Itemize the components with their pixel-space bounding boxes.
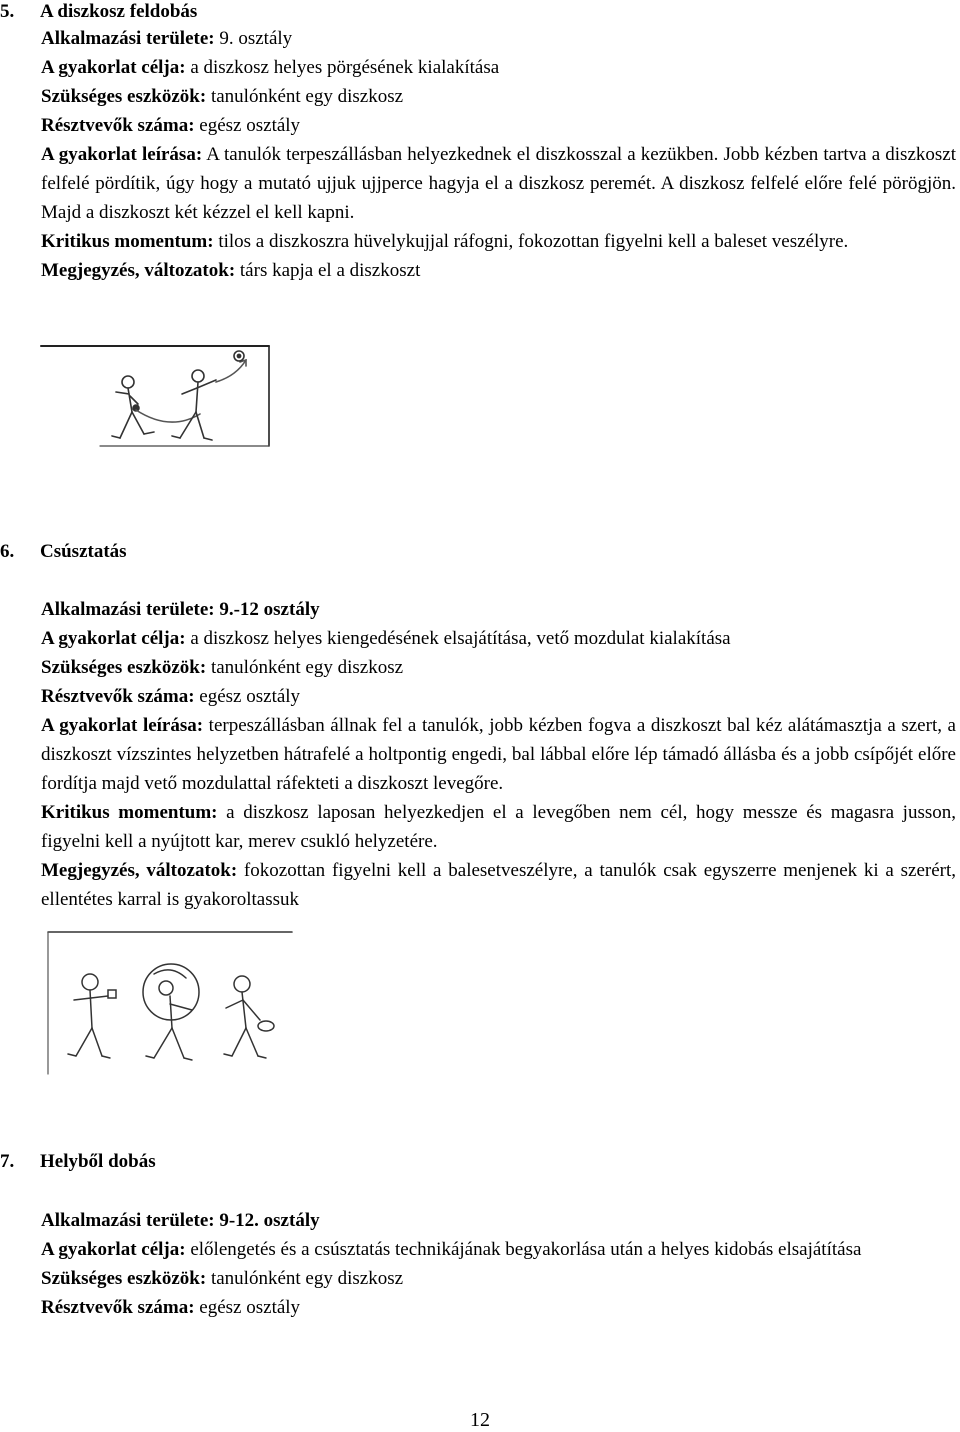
field-application-area: Alkalmazási területe: 9.-12 osztály bbox=[41, 599, 320, 620]
field-goal: A gyakorlat célja: előlengetés és a csúsztatás technikájának begyakorlása után a helyes kidobás elsajátítása bbox=[41, 1239, 862, 1260]
section-body-7 bbox=[41, 1206, 956, 1322]
section-number: 5. bbox=[0, 1, 15, 22]
discus-toss-catch-sketch-icon bbox=[40, 342, 272, 450]
field-participants: Résztvevők száma: egész osztály bbox=[41, 1297, 301, 1318]
field-participants: Résztvevők száma: egész osztály bbox=[41, 115, 301, 136]
section-heading-6 bbox=[0, 540, 127, 564]
section-title: Helyből dobás bbox=[40, 1151, 156, 1172]
section-body-5 bbox=[41, 24, 956, 285]
field-notes: Megjegyzés, változatok: fokozottan figyelni kell a balesetveszélyre, a tanulók csak egyszerre menjenek ki a szerért, ellentétes karral is gyakoroltassuk bbox=[41, 860, 956, 910]
field-application-area: Alkalmazási területe: 9. osztály bbox=[41, 28, 293, 49]
discus-release-sketch-icon bbox=[46, 928, 296, 1078]
field-participants: Résztvevők száma: egész osztály bbox=[41, 686, 301, 707]
field-equipment: Szükséges eszközök: tanulónként egy diszkosz bbox=[41, 86, 404, 107]
field-notes: Megjegyzés, változatok: társ kapja el a diszkoszt bbox=[41, 260, 421, 281]
field-goal: A gyakorlat célja: a diszkosz helyes kiengedésének elsajátítása, vető mozdulat kialakítása bbox=[41, 628, 731, 649]
section-number: 6. bbox=[0, 541, 15, 562]
section-heading-7 bbox=[0, 1150, 156, 1174]
field-critical-moment: Kritikus momentum: a diszkosz laposan helyezkedjen el a levegőben nem cél, hogy messze és magasra jusson, figyelni kell a nyújtott kar, merev csukló helyzetére. bbox=[41, 802, 956, 852]
section-heading-5 bbox=[0, 0, 197, 24]
section-title: Csúsztatás bbox=[40, 541, 127, 562]
field-equipment: Szükséges eszközök: tanulónként egy diszkosz bbox=[41, 1268, 404, 1289]
section-body-6 bbox=[41, 595, 956, 914]
section-number: 7. bbox=[0, 1151, 15, 1172]
field-application-area: Alkalmazási területe: 9-12. osztály bbox=[41, 1210, 320, 1231]
field-description: A gyakorlat leírása: terpeszállásban állnak fel a tanulók, jobb kézben fogva a diszkoszt bal kéz alátámasztja a szert, a diszkoszt vízszintes helyzetben hátrafelé a holtpontig engedi, bal lábbal előre lép támadó állásba és a jobb csípőjét előre fordítja majd vető mozdulattal ráfekteti a diszkoszt levegőre. bbox=[41, 715, 956, 794]
page-number: 12 bbox=[470, 1409, 490, 1431]
field-goal: A gyakorlat célja: a diszkosz helyes pörgésének kialakítása bbox=[41, 57, 500, 78]
field-equipment: Szükséges eszközök: tanulónként egy diszkosz bbox=[41, 657, 404, 678]
field-description: A gyakorlat leírása: A tanulók terpeszállásban helyezkednek el diszkosszal a kezükben. Jobb kézben tartva a diszkoszt felfelé pördítik, úgy hogy a mutató ujjuk ujjperce hagyja el a diszkosz peremét. A diszkosz felfelé előre felé pörögjön. Majd a diszkoszt két kézzel el kell kapni. bbox=[41, 144, 956, 223]
section-title: A diszkosz feldobás bbox=[40, 1, 198, 22]
field-critical-moment: Kritikus momentum: tilos a diszkoszra hüvelykujjal ráfogni, fokozottan figyelni kell a baleset veszélyre. bbox=[41, 231, 849, 252]
